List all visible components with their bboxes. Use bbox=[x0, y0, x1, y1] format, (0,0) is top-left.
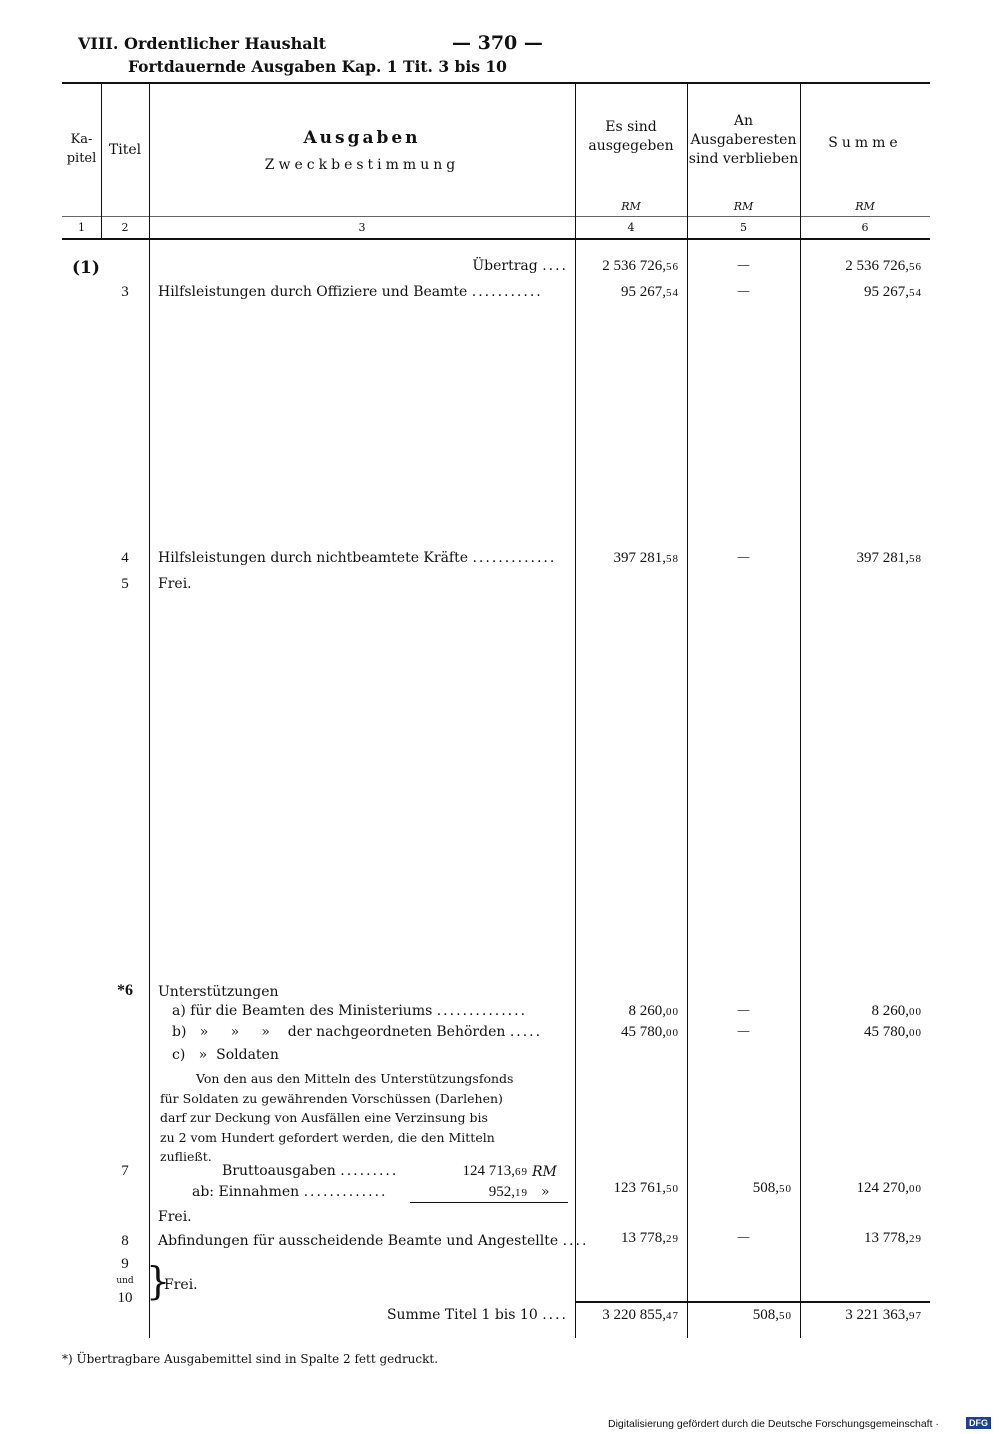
total-ausgegeben: 3 220 855,47 bbox=[602, 1307, 679, 1323]
brace-icon: } bbox=[146, 1259, 171, 1303]
column-number: 3 bbox=[358, 221, 366, 234]
header-ausgegeben: Es sind ausgegeben bbox=[588, 119, 674, 154]
titel-7-verblieben: 508,50 bbox=[752, 1180, 792, 1196]
subtraction-rule bbox=[410, 1202, 568, 1203]
titel-7-einnahmen-unit: » bbox=[541, 1184, 550, 1200]
unit-label: RM bbox=[733, 200, 754, 213]
titel-7-brutto-unit: RM bbox=[532, 1164, 557, 1180]
titel-6c-note bbox=[160, 1069, 568, 1167]
total-verblieben: 508,50 bbox=[752, 1307, 792, 1323]
titel-6a-label: a) für die Beamten des Ministeriums .............. bbox=[172, 1003, 528, 1019]
titel-6a-verblieben: — bbox=[737, 1003, 750, 1018]
titel-7-einnahmen-label: ab: Einnahmen ............. bbox=[192, 1184, 388, 1200]
titel-8-ausgegeben: 13 778,29 bbox=[621, 1230, 679, 1246]
dot-leader: .... bbox=[542, 258, 568, 274]
titel-3-summe: 95 267,54 bbox=[864, 284, 922, 300]
titel-9-10-label: Frei. bbox=[164, 1277, 198, 1293]
uebertrag-verblieben: — bbox=[737, 258, 750, 273]
column-number: 4 bbox=[627, 221, 635, 234]
titel-4-verblieben: — bbox=[737, 550, 750, 565]
titel-7-summe: 124 270,00 bbox=[856, 1180, 922, 1196]
header-titel: Titel bbox=[108, 142, 142, 158]
note-line: zufließt. bbox=[160, 1149, 212, 1164]
titel-4-ausgegeben: 397 281,58 bbox=[613, 550, 679, 566]
titel-7-einnahmen-value: 952,19 bbox=[488, 1184, 528, 1200]
header-kapitel: Ka- pitel bbox=[66, 132, 97, 166]
dfg-logo: DFG bbox=[966, 1417, 991, 1429]
titel-3-verblieben: — bbox=[737, 284, 750, 299]
titel-number: 3 bbox=[121, 284, 129, 300]
titel-7-frei: Frei. bbox=[158, 1209, 192, 1225]
uebertrag-ausgegeben: 2 536 726,56 bbox=[602, 258, 679, 274]
titel-number: 4 bbox=[121, 550, 129, 566]
titel-number: 9 bbox=[121, 1256, 129, 1272]
titel-3-ausgegeben: 95 267,54 bbox=[621, 284, 679, 300]
titel-7-brutto-value: 124 713,69 bbox=[462, 1163, 528, 1179]
column-number: 6 bbox=[861, 221, 869, 234]
titel-6c-label: c) » Soldaten bbox=[172, 1047, 279, 1063]
section-title: VIII. Ordentlicher Haushalt bbox=[78, 34, 327, 53]
unit-label: RM bbox=[855, 200, 875, 213]
titel-number-bold: *6 bbox=[117, 982, 133, 999]
uebertrag-summe: 2 536 726,56 bbox=[845, 258, 922, 274]
titel-7-ausgegeben: 123 761,50 bbox=[613, 1180, 679, 1196]
col-divider-1 bbox=[101, 84, 102, 238]
note-line: Von den aus den Mitteln des Unterstützungsfonds bbox=[196, 1071, 514, 1086]
header-summe: Summe bbox=[828, 135, 902, 151]
uebertrag-row bbox=[150, 258, 568, 274]
titel-6b-verblieben: — bbox=[737, 1024, 750, 1039]
total-summe: 3 221 363,97 bbox=[845, 1307, 922, 1323]
note-line: für Soldaten zu gewährenden Vorschüssen (Darlehen) bbox=[160, 1090, 503, 1106]
uebertrag-label: Übertrag bbox=[472, 258, 538, 274]
header-ausgaben: Ausgaben bbox=[303, 128, 421, 148]
titel-8-label: Abfindungen für ausscheidende Beamte und Angestellte .... bbox=[158, 1233, 589, 1249]
titel-6b-ausgegeben: 45 780,00 bbox=[621, 1024, 679, 1040]
titel-6a-ausgegeben: 8 260,00 bbox=[628, 1003, 679, 1019]
header-verblieben: An Ausgaberesten sind verblieben bbox=[688, 113, 799, 167]
titel-4-label: Hilfsleistungen durch nichtbeamtete Kräfte ............. bbox=[158, 550, 557, 566]
titel-6b-label: b) » » » der nachgeordneten Behörden ..... bbox=[172, 1024, 543, 1040]
titel-3-label: Hilfsleistungen durch Offiziere und Beamte ........... bbox=[158, 284, 543, 300]
titel-number: 7 bbox=[121, 1163, 129, 1179]
unit-label: RM bbox=[621, 200, 641, 213]
titel-und: und bbox=[116, 1276, 134, 1286]
kapitel-label: (1) bbox=[72, 258, 100, 278]
titel-8-verblieben: — bbox=[737, 1230, 750, 1245]
credit-line: Digitalisierung gefördert durch die Deutsche Forschungsgemeinschaft · bbox=[608, 1418, 939, 1430]
titel-number: 10 bbox=[117, 1290, 133, 1306]
titel-8-summe: 13 778,29 bbox=[864, 1230, 922, 1246]
titel-5-label: Frei. bbox=[158, 576, 192, 592]
titel-number: 5 bbox=[121, 576, 129, 592]
titel-4-summe: 397 281,58 bbox=[856, 550, 922, 566]
note-line: zu 2 vom Hundert gefordert werden, die den Mitteln bbox=[160, 1129, 495, 1145]
total-rule bbox=[575, 1301, 930, 1303]
column-number: 5 bbox=[740, 221, 747, 234]
titel-number: 8 bbox=[121, 1233, 129, 1249]
footnote: *) Übertragbare Ausgabemittel sind in Spalte 2 fett gedruckt. bbox=[62, 1352, 439, 1366]
page-number: — 370 — bbox=[452, 32, 543, 54]
titel-7-brutto-label: Bruttoausgaben ......... bbox=[222, 1163, 399, 1179]
titel-6b-summe: 45 780,00 bbox=[864, 1024, 922, 1040]
column-number: 1 bbox=[78, 221, 85, 234]
titel-6a-summe: 8 260,00 bbox=[871, 1003, 922, 1019]
header-zweckbestimmung: Zweckbestimmung bbox=[264, 157, 460, 173]
titel-6-label: Unterstützungen bbox=[158, 984, 279, 1000]
note-line: darf zur Deckung von Ausfällen eine Verzinsung bis bbox=[160, 1110, 488, 1125]
page-subtitle: Fortdauernde Ausgaben Kap. 1 Tit. 3 bis 10 bbox=[128, 57, 507, 76]
total-label: Summe Titel 1 bis 10 .... bbox=[386, 1307, 568, 1323]
column-number: 2 bbox=[121, 221, 129, 234]
